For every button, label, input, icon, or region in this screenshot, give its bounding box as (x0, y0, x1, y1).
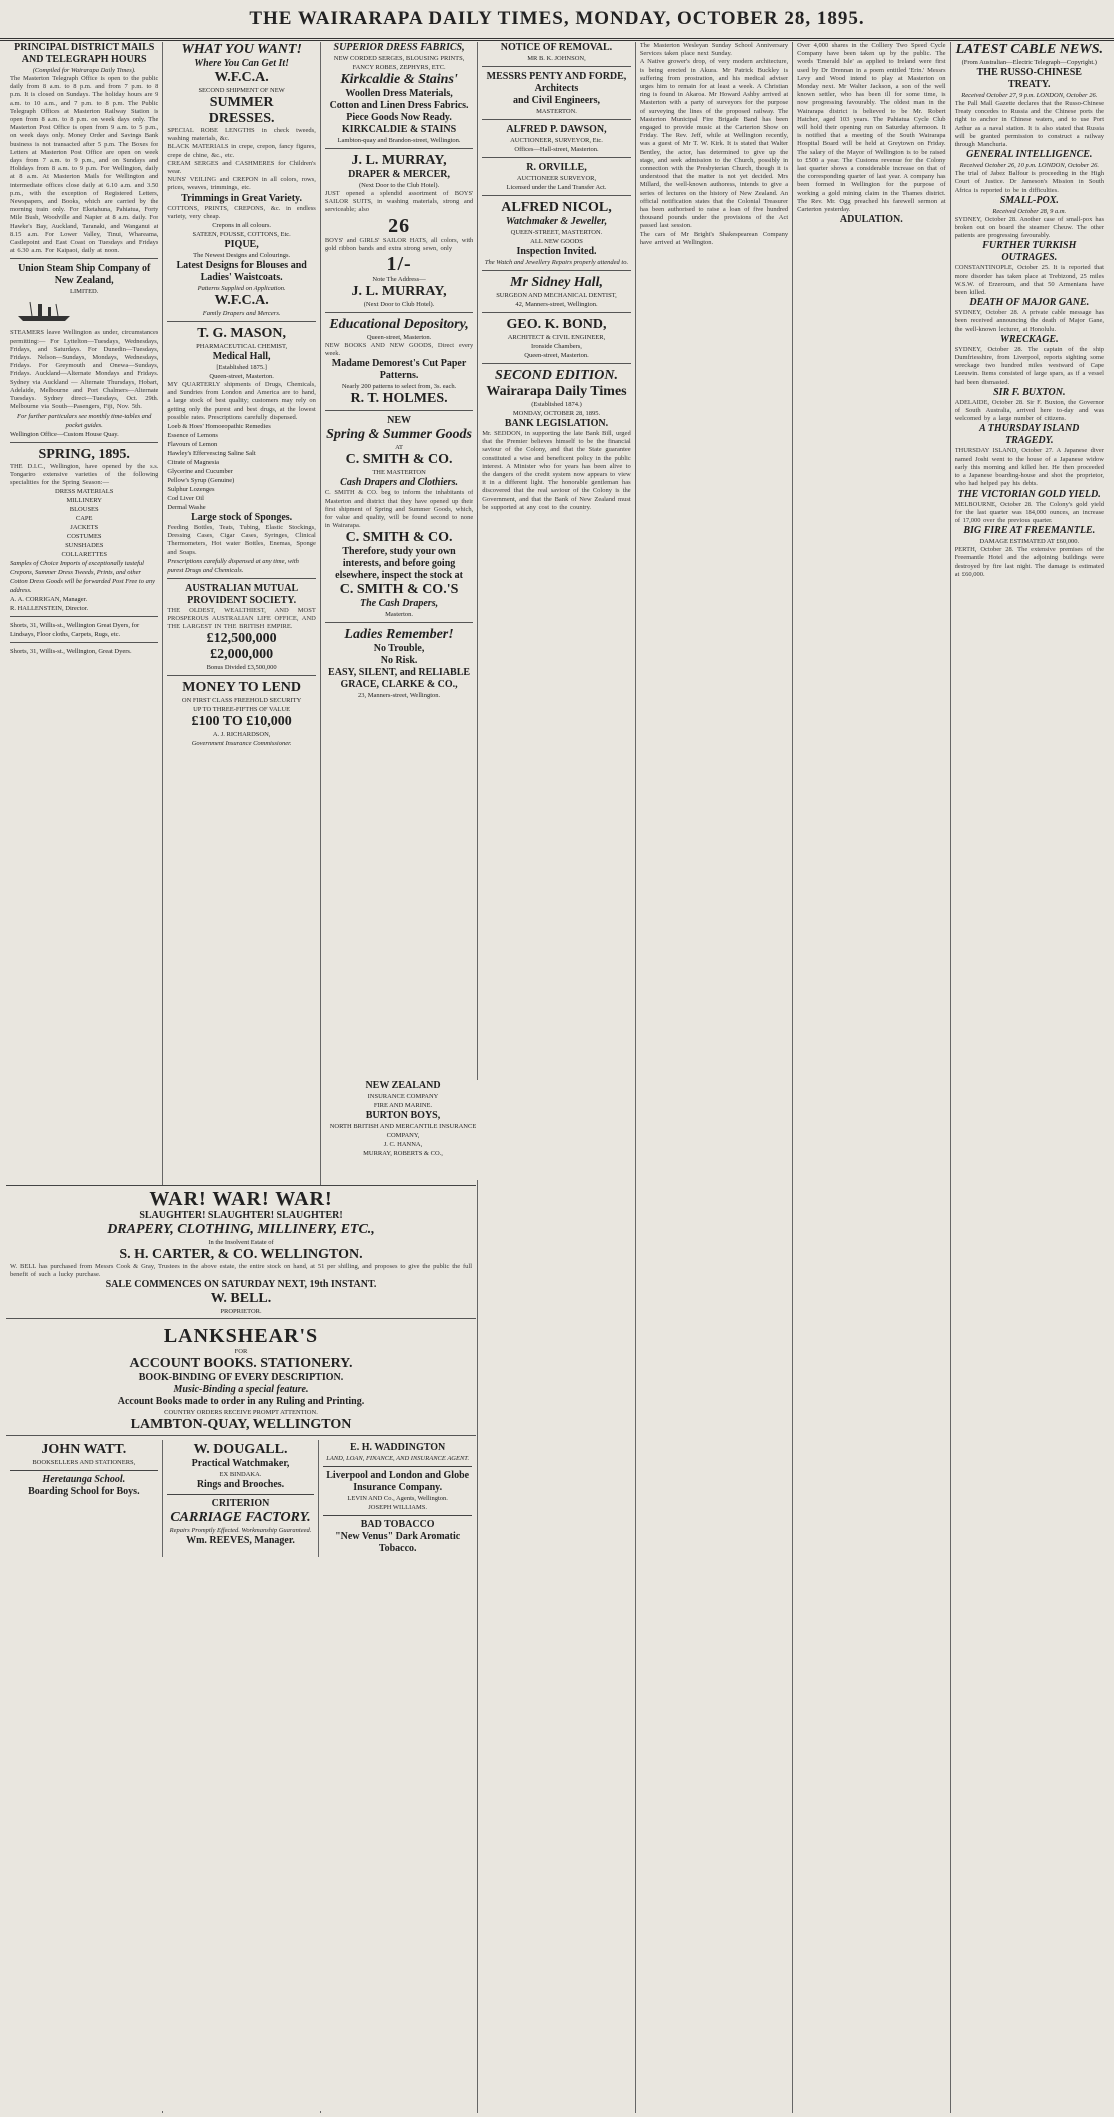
war-ad (6, 1186, 476, 1319)
newspaper-title: THE WAIRARAPA DAILY TIMES, MONDAY, OCTOBER 28, 1895. (249, 8, 865, 29)
notice-title: NOTICE OF REMOVAL. (500, 42, 613, 53)
up-to: UP TO THREE-FIFTHS OF VALUE (193, 706, 291, 714)
wfca-title-2: W.F.C.A. (214, 293, 269, 309)
satteen-text: SATEEN, FOUSSE, COTTONS, Etc. (192, 231, 291, 239)
new-goods: ALL NEW GOODS (530, 238, 583, 245)
nicol-ad (482, 200, 630, 271)
masthead (0, 0, 1114, 41)
smith-title: C. SMITH & CO. (345, 452, 453, 468)
john-watt: JOHN WATT. (41, 1442, 127, 1458)
funds-value: £12,500,000 (206, 631, 277, 647)
civil-eng: and Civil Engineers, (513, 95, 600, 106)
mails-body: The Masterton Telegraph Office is open to the public daily from 8 a.m. to 8 p.m. and from 7 p.m. to 8 p.m. It is closed on Sundays. The holiday hours are 9 a.m. to 10 a.m., and 7 p.m. to 8 p.m. The Public Telegraph Offices at Masterton Railway Station is open from 8 a.m. to 8 p.m. on week days only. The Masterton Post Office is open from 9 a.m. to 5 p.m., on week days only. Money Order and Savings Bank business is not transacted after 5 p.m. The Boxes for Letters at Masterton Post Office are open on week days from 7 a.m. to 9 p.m., and on Sundays and Holidays from 8 a.m. to 9 p.m. For Wellington, daily at 8 a.m. At Masterton Mails for Wellington and intermediate offices close daily at 6.10 a.m. and 3.50 p.m., with the exception of Registered Letters, Newspapers, and Books, which are carried by the morning train only. For Eketahuna, Pahiatua, Forty Mile Bush, Woodville and Napier at 8 a.m. daily. For Hawke's Bay, Auckland, Taranaki, and Wanganui at 8.15 a.m. For Lower Valley, Tinui, Whareama, Castlepoint and East Coast on Tuesdays and Fridays at 6.30 a.m. For Kaipaoi, daily at noon. (10, 75, 159, 255)
hanna: J. C. HANNA, (383, 1141, 423, 1148)
established: [Established 1875.] (216, 364, 267, 372)
wesleyan: The Masterton Wesleyan Sunday School Anniversary Services taken place next Sunday. (639, 42, 789, 58)
sponges-body: Feeding Bottles, Teats, Tubing, Elastic Stockings, Dressing Cases, Cigar Cases, Syringes, Clinical Thermometers, Hot water Bottles, Enemas, Sponge and Soaps. (167, 524, 316, 556)
russo-title: THE RUSSO-CHINESE TREATY. (976, 67, 1082, 90)
amp-ad (167, 583, 315, 677)
cottons-text: COTTONS, PRINTS, CREPONS, &c. in endless variety, very cheap. (167, 204, 316, 220)
editorial-body: Mr. SEDDON, in supporting the late Bank Bill, urged that the Premier believes himself to be the financial saviour of the Colony, and that the State guarantee constituted a wise and beneficent policy in the public interest. A Minister who for years has been alive to the dangers of the credit system now appears to view it in a different light. The honorable gentleman has discovered that the real saviour of the Colony is the Government, and that the Bank of New Zealand must be supported at any cost to the country. (482, 430, 631, 511)
bond-ad (482, 317, 630, 364)
mason-list-item: Essence of Lemons (167, 432, 218, 440)
mason-list-item: Sulphur Lozenges (167, 486, 215, 494)
money-ad (167, 680, 315, 751)
dresses-body: SPECIAL ROBE LENGTHS in check tweeds, washing materials, &c. (167, 127, 316, 143)
wreckage-title: WRECKAGE. (999, 333, 1059, 345)
established: (Established 1874.) (531, 401, 582, 408)
notice-ad (482, 42, 630, 67)
country-text: COUNTRY ORDERS RECEIVE PROMPT ATTENTION. (164, 1409, 318, 1417)
land-text: LAND, LOAN, FINANCE, AND INSURANCE AGENT. (326, 1455, 470, 1463)
account-title: ACCOUNT BOOKS. STATIONERY. (129, 1356, 353, 1372)
edu-title: Educational Depository, (329, 317, 469, 333)
jl-addr: (Next Door to the Club Hotel). (358, 182, 440, 189)
ladies-title: Ladies Remember! (344, 627, 454, 643)
bank-leg: BANK LEGISLATION. (504, 418, 609, 429)
smith-body: C. SMITH & CO. beg to inform the inhabitants of Masterton and district that they have opened up their first shipment of Spring and Summer Goods, which, for value and quality, will be found second to none in Wairarapa. (324, 489, 474, 530)
kirk-addr: Lambton-quay and Brandon-street, Wellington. (337, 137, 461, 144)
what-title: WHAT YOU WANT! (181, 42, 302, 57)
spring-item: MILLINERY (66, 497, 102, 505)
jl-body: JUST opened a splendid assortment of BOYS' SAILOR SUITS, in washing materials, strong and serviceable; also (324, 190, 474, 214)
grace-addr: 23, Manners-street, Wellington. (357, 692, 441, 700)
licensed: Licensed under the Land Transfer Act. (506, 184, 607, 191)
wm-reeves: Wm. REEVES, Manager. (186, 1535, 295, 1547)
sp-body: SYDNEY, October 28. Another case of small-pox has broken out on board the steamer Cheuw. The other patients are progressing favourably. (954, 215, 1104, 240)
watchmaker: Watchmaker & Jeweller, (505, 216, 608, 227)
dougall: W. DOUGALL. (193, 1442, 288, 1458)
mason-title: T. G. MASON, (197, 326, 287, 342)
prescriptions-note: Prescriptions carefully dispensed at any time, with purest Drugs and Chemicals. (167, 557, 299, 574)
spring-ad (10, 447, 158, 618)
sp-date: Received October 28, 9 a.m. (992, 207, 1067, 215)
spring-item: COSTUMES (66, 533, 102, 541)
amp-title: AUSTRALIAN MUTUAL PROVIDENT SOCIETY. (185, 582, 299, 606)
murray-ad (325, 153, 473, 313)
penty-title: MESSRS PENTY AND FORDE, Architects (486, 71, 627, 94)
latest-designs: Latest Designs for Blouses and Ladies' Waistcoats. (176, 260, 307, 284)
repairs: Repairs Promptly Effected. Workmanship Guaranteed. (169, 1527, 312, 1535)
cash-drapers: Cash Drapers and Clothiers. (340, 477, 458, 489)
editorial (482, 368, 630, 515)
rings: Rings and Brooches. (196, 1479, 285, 1491)
hallenstein-sig: R. HALLENSTEIN, Director. (10, 605, 89, 613)
grace-ad (325, 627, 473, 703)
bottom-grid (6, 1440, 476, 1557)
dental: SURGEON AND MECHANICAL DENTIST, (496, 292, 617, 299)
mason-list-item: Cod Liver Oil (167, 495, 204, 503)
pique-note: The Newest Designs and Colourings. (193, 252, 291, 260)
usco-ad (10, 263, 158, 442)
alfred-title: ALFRED P. DAWSON, (506, 124, 607, 135)
spring-body: THE D.I.C., Wellington, have opened by the s.s. Tongariro extensive varieties of the following specialities for the Spring Season:— (10, 462, 159, 486)
heretaunga: Heretaunga School. (42, 1474, 126, 1486)
mason-list-item: Pellow's Syrup (Genuine) (167, 477, 235, 485)
easy-text: EASY, SILENT, and RELIABLE (328, 667, 471, 679)
orville-ad (482, 162, 630, 196)
music-text: Music-Binding a special feature. (173, 1384, 309, 1396)
where-title: Where You Can Get It! (194, 58, 290, 69)
hall-title: Mr Sidney Hall, (510, 275, 603, 290)
local-news (640, 42, 788, 250)
general-title: GENERAL INTELLIGENCE. (966, 149, 1093, 161)
smith-title-2: C. SMITH & CO. (345, 530, 453, 546)
smallpox-title: SMALL-POX. (999, 194, 1059, 206)
russo-body: The Pall Mall Gazette declares that the Russo-Chinese Treaty concedes to Russia and the Chinese ports the right to anchor in Chinese waters, and to use Port Arthur as a naval station. It is also stated that Russia will be granted permission to construct a railway through Manchuria. (954, 100, 1104, 149)
repairs: The Watch and Jewellery Repairs properly attended to. (484, 259, 629, 266)
kirkcaldie-ad (325, 42, 473, 149)
death-title: DEATH OF MAJOR GANE. (969, 297, 1090, 309)
sfk-sub: NEW CORDED SERGES, BLOUSING PRINTS, FANCY ROBES, ZEPHYRS, ETC. (333, 55, 465, 71)
office: Offices—Hall-street, Masterton. (514, 146, 599, 153)
income-value: £2,000,000 (210, 647, 274, 663)
spring-item: CAPE (75, 515, 93, 523)
ajr-sub: Government Insurance Commissioner. (191, 740, 292, 748)
shorts-text: Shorts, 31, Willis-st., Wellington, Great Dyers. (10, 648, 132, 656)
bell-sig: W. BELL. (210, 1291, 272, 1307)
mason-list-item: Glycerine and Cucumber (167, 468, 233, 476)
geo-addr-2: Queen-street, Masterton. (524, 352, 589, 359)
nicol-addr: QUEEN-STREET, MASTERTON. (510, 229, 603, 236)
pique-title: PIQUE, (224, 239, 259, 251)
mason-list-item: Citrate of Magnesia (167, 459, 220, 467)
bottom-col-2 (163, 1440, 320, 1557)
patterns-note: Patterns Supplied on Application. (197, 285, 286, 293)
binding-text: BOOK-BINDING OF EVERY DESCRIPTION. (138, 1372, 344, 1384)
spring-item: JACKETS (70, 524, 99, 532)
usco-body: STEAMERS leave Wellington as under, circumstances permitting:— For Lyttelton—Tuesdays, Wednesdays, Fridays, and Saturdays. For Dunedin—Tuesdays, Fridays. Nelson—Sundays, Mondays, Wednesdays, Fridays. For Greymouth and Onewa—Sundays, Fridays. Auckland—Alternate Mondays and Fridays. Sydney via Auckland — Alternate Thursdays, Hobart, Adelaide, Melbourne and Port Chalmers—Alternate Tuesdays. Sydney direct—Tuesdays, Oct. 29th. Melbourne via South—Pasengers, Fiji, Nov. 5th. (10, 329, 159, 411)
no-trouble: No Trouble, (373, 643, 425, 655)
insurance-ad (324, 1080, 482, 1180)
drapery-text: DRAPERY, CLOTHING, MILLINERY, ETC., (107, 1222, 375, 1237)
column-7 (951, 42, 1108, 2113)
mason-sub: PHARMACEUTICAL CHEMIST, (196, 343, 288, 351)
at-text: AT (395, 444, 404, 452)
no-risk: No Risk. (380, 655, 418, 667)
bottom-col-3 (319, 1440, 476, 1557)
lambton-text: LAMBTON-QUAY, WELLINGTON (130, 1417, 352, 1433)
dawson-ad (482, 124, 630, 158)
hall-ad (482, 275, 630, 313)
sfk-title: SUPERIOR DRESS FABRICS, (333, 42, 465, 53)
spring-sig: A. A. CORRIGAN, Manager. (10, 596, 88, 604)
nuns-veiling: NUNS' VEILING and CREPON in all colors, rows, prices, weaves, trimmings, etc. (167, 176, 316, 192)
ex-binda: EX BINDAKA. (219, 1471, 262, 1479)
smith-ad (325, 415, 473, 623)
hall-addr: 42, Manners-street, Wellington. (515, 301, 598, 308)
queen-st: Queen-street, Masterton. (209, 373, 274, 381)
smith-title-3: C. SMITH & CO.'S (339, 582, 459, 598)
bottom-col-1 (6, 1440, 163, 1557)
edu-body: NEW BOOKS AND NEW GOODS, Direct every week. (324, 342, 474, 358)
thursday-body: THURSDAY ISLAND, October 27. A Japanese diver named Joshi went to the house of a Japanese widow early this morning and killed her. He then proceeded to a Japanese boarding-house and shot the proprietor, who had helped pay his debts. (954, 447, 1104, 488)
column-5 (636, 42, 793, 2113)
auctioneer: AUCTIONEER, SURVEYOR, Etc. (510, 137, 603, 144)
trimmings-title: Trimmings in Great Variety. (181, 192, 302, 204)
spring-item: COLLARETTES (61, 551, 107, 559)
edu-addr: Queen-street, Masterton. (366, 334, 432, 342)
first-class: ON FIRST CLASS FREEHOLD SECURITY (181, 697, 302, 705)
victorian-body: MELBOURNE, October 28. The Colony's gold yield for the last quarter was 184,000 ounces, an increase of 17,000 over the previous quarter. (954, 500, 1104, 524)
boarding: Boarding School for Boys. (28, 1486, 140, 1498)
local-body-2: Over 4,000 shares in the Colliery Two Speed Cycle Company have been taken up by the public. The words 'Emerald Isle' as applied to Ireland were first used by Dr Drennan in a poem entitled 'Erin.' Messrs Levy and Wood intend to play at Masterton on Monday next. Mr Walter Jackson, a son of the well known settler, who has been ill for some time, is now progressing favourably. The oldest man in the Wairarapa district is believed to be Mr. Robert Hatcher, aged 103 years. The Pahiatua Cycle Club will hold their opening run on Saturday afternoon. It is notified that a meeting of the South Wairarapa Hospital Board will be held at Greytown on Friday. The salary of the Mayor of Wellington is to be raised to £500 a year. The Customs revenue for the Colony last quarter shows a considerable increase on that of the corresponding quarter of last year. A company has been formed in Wellington for the purpose of working a gold mining claim in the Thames district. The Rev. Mr. Ogg preached his farewell sermon at Carterton yesterday. (797, 42, 946, 214)
buxton-body: ADELAIDE, October 28. Sir F. Buxton, the Governor of South Australia, arrived here to-day and was welcomed by a large number of citizens. (954, 398, 1104, 423)
shorts-text: Shorts, 31, Willis-st., Wellington Great Dyers, for Lindsays, Floor cloths, Carpets, Rugs, etc. (10, 622, 140, 639)
column-4 (478, 42, 635, 2113)
madame-title: Madame Demorest's Cut Paper Patterns. (331, 358, 467, 382)
column-6 (793, 42, 950, 2113)
slaughter-text: SLAUGHTER! SLAUGHTER! SLAUGHTER! (139, 1210, 343, 1221)
spring-item: BLOUSES (69, 506, 99, 514)
johnson: MR B. K. JOHNSON, (527, 55, 586, 62)
buxton-title: SIR F. BUXTON. (993, 386, 1066, 398)
smith-addr: THE MASTERTON (372, 469, 426, 477)
lankshear-ad (6, 1323, 476, 1436)
kirk-sig: KIRKCALDIE & STAINS (341, 124, 457, 135)
war-title: WAR! WAR! WAR! (149, 1188, 333, 1210)
mason-ad (167, 326, 315, 579)
thursday-title: A THURSDAY ISLAND TRAGEDY. (979, 423, 1080, 447)
jl-boys: BOYS' and GIRLS' SAILOR HATS, all colors, with gold ribbon bands and extra strong sewn, only (324, 236, 474, 252)
cream-serges: CREAM SERGES and CASHMERES for Children's wear. (167, 159, 316, 176)
booksellers: BOOKSELLERS AND STATIONERS, (32, 1459, 136, 1467)
sale-comm: SALE COMMENCES ON SATURDAY NEXT, 19th INSTANT. (105, 1279, 377, 1291)
mason-list-item: Loeb & Hoes' Homoeopathic Remedies (167, 423, 271, 431)
mason-list-item: Dermal Washe (167, 504, 206, 512)
black-materials: BLACK MATERIALS in crepe, crepon, fancy figures, crepe de chine, &c., etc. (167, 143, 316, 159)
masterton-text: Masterton. (385, 611, 414, 619)
orville-title: R. ORVILLE, (526, 162, 587, 173)
geo-addr: Ironside Chambers, (531, 343, 582, 350)
usco-foot: For further particulars see monthly time-tables and pocket guides. (17, 412, 152, 429)
local-news-2 (797, 42, 945, 229)
levin: LEVIN AND Co., Agents, Wellington. (347, 1495, 448, 1503)
jl-title-2: J. L. MURRAY, (351, 284, 447, 300)
lanks-title: LANKSHEAR'S (163, 1325, 319, 1348)
carriage: CARRIAGE FACTORY. (170, 1510, 311, 1526)
usco-title: Union Steam Ship Company of New Zealand, (18, 263, 151, 287)
cars-note: The cars of Mr Bright's Shakespearean Company have arrived at Wellington. (639, 230, 789, 246)
jl-note: Note The Address— (372, 276, 426, 284)
wfca-ad (167, 42, 315, 322)
wfca-title: W.F.C.A. (214, 70, 269, 85)
agent: JOSEPH WILLIAMS. (368, 1504, 428, 1512)
spring-summer: Spring & Summer Goods (326, 427, 472, 443)
cotton-linen-title: Cotton and Linen Dress Fabrics. (329, 100, 469, 111)
masterton-text: MASTERTON. (536, 108, 577, 115)
bad-tobacco: BAD TOBACCO (360, 1519, 435, 1531)
shorts-ad-1 (10, 621, 158, 643)
grace-sig: GRACE, CLARKE & CO., (340, 679, 458, 691)
family-drapers: Family Drapers and Mercers. (202, 310, 281, 318)
spring-note: Samples of Choice Imports of exceptionally tasteful Crepons, Summer Dress Tweeds, Prints, and other Cotton Dress Goods will be forwarded Post Free to any address. (10, 560, 155, 595)
nbmc: NORTH BRITISH AND MERCANTILE INSURANCE COMPANY, (329, 1123, 477, 1139)
mason-list-item: Flavours of Lemon (167, 441, 218, 449)
usco-office: Wellington Office—Custom House Quay. (10, 430, 119, 438)
madame-note: Nearly 200 patterns to select from, 3s. each. (341, 383, 457, 391)
jl-sub: DRAPER & MERCER, (348, 169, 451, 180)
money-title: MONEY TO LEND (182, 680, 302, 696)
mails-sub: (Compiled for Wairarapa Daily Times). (32, 67, 136, 74)
wdt-title: Wairarapa Daily Times (486, 384, 627, 399)
jl-addr-2: (Next Door to Club Hotel). (363, 301, 435, 309)
practical: Practical Watchmaker, (191, 1458, 290, 1470)
turkish-title: FURTHER TURKISH OUTRAGES. (982, 240, 1077, 264)
new-title: NEW (387, 415, 412, 427)
crepons-text: Crepons in all colours. (212, 222, 272, 230)
criterion: CRITERION (211, 1498, 270, 1510)
shorts-ad-2 (10, 647, 158, 659)
for-text: FOR (234, 1348, 248, 1356)
latest-sub: (From Australian—Electric Telegraph—Copyright.) (961, 59, 1097, 66)
auctioneer-2: AUCTIONEER SURVEYOR, (516, 175, 597, 182)
mails-title: PRINCIPAL DISTRICT MAILS AND TELEGRAPH HOURS (14, 42, 155, 65)
inspection: Inspection Invited. (516, 246, 597, 257)
local-body: A Native grower's drop, of very modern architecture, is being erected in Akura. Mr Patrick Buckley is suffering from prostration, and his medical adviser urges him to remain for at least a week. A Christian ring is found in Akaroa. Mr Howard Ashby arrived at Masterton with a party of surveyors for the purpose of surveying the lines of the proposed railway. The Masterton Municipal Fire Brigade Band has been engaged to provide music at the Carterton Show on Friday. The Rev. Jeff, while at Wellington recently, was a guest of Mr T. W. Kirk. It is stated that Walter Bentley, the actor, has determined to give up the stage, and seek admission to the Church, possibly in connection with the Presbyterian Church, though it is understood that the matter is not yet decided. Mrs Millard, the well-known authoress, intends to give a series of lectures on the history of New Zealand. An official notification states that the Colonial Treasurer has been authorised to raise a loan of five hundred thousand pounds under the provisions of the Act passed last session. (639, 58, 789, 230)
latest-title: LATEST CABLE NEWS. (955, 42, 1103, 57)
bonus-value: Bonus Divided £3,500,000 (206, 664, 277, 672)
medical-hall: Medical Hall, (212, 351, 271, 363)
nz-ins: NEW ZEALAND (365, 1080, 441, 1091)
cash-drapers-2: The Cash Drapers, (360, 598, 439, 610)
geo-sub: ARCHITECT & CIVIL ENGINEER, (507, 334, 606, 341)
ajr-sig: A. J. RICHARDSON, (212, 731, 271, 739)
fire-body: PERTH, October 28. The extensive premises of the Freemantle Hotel and the adjoining buildings were destroyed by fire last night. The damage is estimated at £60,000. (954, 546, 1104, 578)
carter-body: W. BELL has purchased from Messrs Cook & Gray, Trustees in the above estate, the entire stock on hand, at 51 per shilling, and proposes to give the public the full benefit of such a lucky purchase. (10, 1263, 472, 1279)
second-edition: SECOND EDITION. (495, 368, 618, 383)
insolvent-text: In the Insolvent Estate of (208, 1239, 274, 1246)
holmes-sig: R. T. HOLMES. (350, 391, 448, 407)
adulation: ADULATION. (839, 214, 903, 226)
fire-title: BIG FIRE AT FREEMANTLE. (963, 525, 1096, 537)
second-shipment: SECOND SHIPMENT OF NEW (198, 87, 285, 94)
account2-text: Account Books made to order in any Ruling and Printing. (117, 1396, 365, 1408)
new-venus: "New Venus" Dark Aromatic Tobacco. (335, 1531, 461, 1555)
spring-item: DRESS MATERIALS (55, 488, 114, 496)
steamer-icon (10, 298, 158, 324)
fire-marine: FIRE AND MARINE. (373, 1102, 433, 1109)
insurance-text: INSURANCE COMPANY (367, 1093, 439, 1100)
jl-num: 26 (388, 214, 411, 237)
jl-title: J. L. MURRAY, (351, 153, 447, 168)
gen-body: The trial of Jabez Balfour is proceeding in the High Court of Justice. Dr Jameson's Mission in South Africa is reported to be in difficulties. (954, 170, 1104, 194)
mails-notice (10, 42, 158, 259)
russo-date: Received October 27, 9 p.m. LONDON, October 26. (961, 92, 1098, 99)
sponges-title: Large stock of Sponges. (191, 512, 293, 524)
holmes-ad (325, 317, 473, 411)
carter-text: S. H. CARTER, & CO. WELLINGTON. (119, 1247, 363, 1262)
proprietor: PROPRIETOR. (220, 1308, 262, 1316)
victorian-title: THE VICTORIAN GOLD YIELD. (957, 488, 1101, 500)
dresses-title: DRESSES. (208, 111, 275, 126)
edition-date: MONDAY, OCTOBER 28, 1895. (512, 410, 601, 417)
penty-ad (482, 71, 630, 120)
waddington: E. H. WADDINGTON (350, 1442, 446, 1454)
mason-list-item: Hawley's Effervescing Saline Salt (167, 450, 256, 458)
geo-title: GEO. K. BOND, (506, 317, 607, 332)
usco-sub: LIMITED. (70, 288, 99, 296)
bottom-ads (6, 1185, 476, 2111)
amp-body: THE OLDEST, WEALTHIEST, AND MOST PROSPEROUS AUSTRALIAN LIFE OFFICE, AND THE LARGEST IN THE BRITISH EMPIRE. (167, 606, 316, 631)
wreckage-body: SYDNEY, October 28. The captain of the ship Dumfriesshire, from Liverpool, reports sighting some wreckage two hundred miles westward of Cape Leeuwin. Items consisted of large spars, as if a vessel had been dismasted. (954, 345, 1104, 386)
death-body: SYDNEY, October 28. A private cable message has been received announcing the death of Major Gane, the well-known lecturer, at Honolulu. (954, 309, 1104, 333)
therefore-text: Therefore, study your own interests, and before going elsewhere, inspect the stock at (335, 546, 463, 582)
mason-body: MY QUARTERLY shipments of Drugs, Chemicals, and Sundries from London and America are to hand, a large stock of best quality; customers may rely on getting only the purest and best drugs, at the lowest possible rates. Prescriptions carefully dispensed. (167, 381, 316, 421)
spring-title: SPRING, 1895. (38, 446, 130, 462)
summer-title: SUMMER (209, 95, 274, 110)
murray-roberts: MURRAY, ROBERTS & CO., (363, 1150, 443, 1157)
gen-date: Received October 26, 10 p.m. LONDON, October 26. (959, 162, 1099, 170)
cable-news (955, 42, 1104, 582)
piece-goods: Piece Goods Now Ready. (346, 112, 452, 123)
amount-value: £100 TO £10,000 (191, 714, 292, 730)
woollen-title: Woollen Dress Materials, (345, 88, 453, 99)
jl-price: 1/- (386, 253, 412, 276)
damage-text: DAMAGE ESTIMATED AT £60,000. (979, 538, 1080, 546)
spring-item: SUNSHADES (65, 542, 104, 550)
kirk-title: Kirkcaldie & Stains' (340, 72, 458, 87)
turkish-body: CONSTANTINOPLE, October 25. It is reported that more disorder has taken place at Trebizond, 25 miles W.S.W. of Erzeroum, and that 50 Armenians have been killed. (954, 264, 1104, 297)
burton: BURTON BOYS, (365, 1110, 441, 1121)
liverpool: Liverpool and London and Globe Insurance Company. (326, 1470, 470, 1494)
nicol-title: ALFRED NICOL, (501, 200, 612, 215)
